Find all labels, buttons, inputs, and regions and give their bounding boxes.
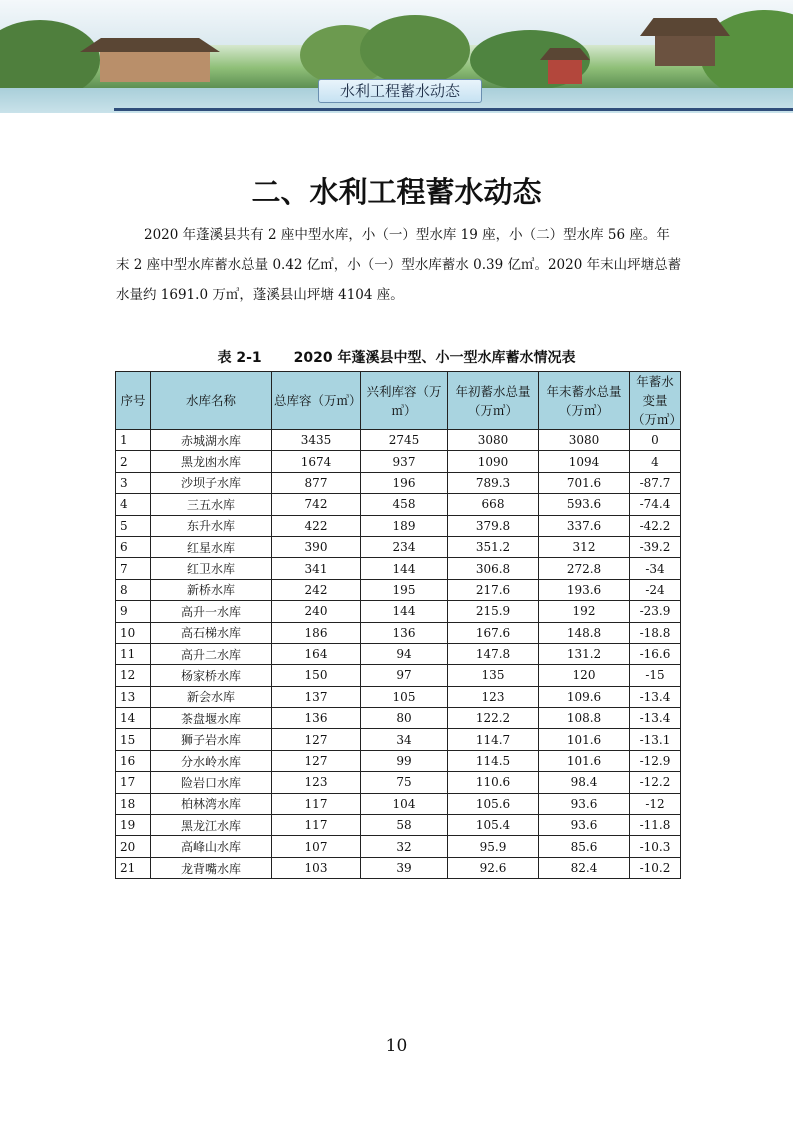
header-no: 序号 <box>116 372 151 430</box>
end-storage: 1094 <box>539 451 630 472</box>
end-storage: 593.6 <box>539 494 630 515</box>
total-capacity: 127 <box>272 750 361 771</box>
end-storage: 101.6 <box>539 729 630 750</box>
pavilion <box>100 52 210 82</box>
storage-change: -87.7 <box>630 472 681 493</box>
storage-change: -24 <box>630 579 681 600</box>
row-no: 13 <box>116 686 151 707</box>
reservoir-name: 杨家桥水库 <box>151 665 272 686</box>
storage-change: -11.8 <box>630 815 681 836</box>
header-end-storage: 年末蓄水总量（万㎥） <box>539 372 630 430</box>
reservoir-name: 新会水库 <box>151 686 272 707</box>
end-storage: 93.6 <box>539 793 630 814</box>
start-storage: 92.6 <box>448 857 539 878</box>
reservoir-name: 赤城湖水库 <box>151 430 272 451</box>
useful-capacity: 58 <box>361 815 448 836</box>
storage-change: 4 <box>630 451 681 472</box>
start-storage: 167.6 <box>448 622 539 643</box>
table-body <box>116 430 681 879</box>
row-no: 14 <box>116 708 151 729</box>
total-capacity: 103 <box>272 857 361 878</box>
reservoir-name: 分水岭水库 <box>151 750 272 771</box>
start-storage: 668 <box>448 494 539 515</box>
row-no: 15 <box>116 729 151 750</box>
table-row <box>116 558 681 579</box>
end-storage: 337.6 <box>539 515 630 536</box>
end-storage: 120 <box>539 665 630 686</box>
table-row <box>116 515 681 536</box>
start-storage: 122.2 <box>448 708 539 729</box>
reservoir-name: 沙坝子水库 <box>151 472 272 493</box>
table-row <box>116 772 681 793</box>
reservoir-name: 高升一水库 <box>151 601 272 622</box>
total-capacity: 150 <box>272 665 361 686</box>
useful-capacity: 80 <box>361 708 448 729</box>
page-number: 10 <box>385 1036 408 1056</box>
table-row <box>116 643 681 664</box>
total-capacity: 127 <box>272 729 361 750</box>
useful-capacity: 104 <box>361 793 448 814</box>
start-storage: 95.9 <box>448 836 539 857</box>
useful-capacity: 34 <box>361 729 448 750</box>
reservoir-name: 高峰山水库 <box>151 836 272 857</box>
header-change: 年蓄水变量（万㎥） <box>630 372 681 430</box>
table-row <box>116 430 681 451</box>
start-storage: 110.6 <box>448 772 539 793</box>
total-capacity: 390 <box>272 536 361 557</box>
reservoir-name: 红卫水库 <box>151 558 272 579</box>
total-capacity: 123 <box>272 772 361 793</box>
storage-change: -34 <box>630 558 681 579</box>
start-storage: 105.4 <box>448 815 539 836</box>
table-row <box>116 708 681 729</box>
useful-capacity: 196 <box>361 472 448 493</box>
storage-change: -12.9 <box>630 750 681 771</box>
end-storage: 82.4 <box>539 857 630 878</box>
row-no: 8 <box>116 579 151 600</box>
useful-capacity: 937 <box>361 451 448 472</box>
table-row <box>116 472 681 493</box>
row-no: 20 <box>116 836 151 857</box>
start-storage: 123 <box>448 686 539 707</box>
row-no: 7 <box>116 558 151 579</box>
row-no: 11 <box>116 643 151 664</box>
end-storage: 108.8 <box>539 708 630 729</box>
reservoir-name: 三五水库 <box>151 494 272 515</box>
header-start-storage: 年初蓄水总量（万㎥） <box>448 372 539 430</box>
total-capacity: 242 <box>272 579 361 600</box>
total-capacity: 1674 <box>272 451 361 472</box>
table-row <box>116 729 681 750</box>
reservoir-name: 龙背嘴水库 <box>151 857 272 878</box>
useful-capacity: 195 <box>361 579 448 600</box>
storage-change: 0 <box>630 430 681 451</box>
start-storage: 789.3 <box>448 472 539 493</box>
useful-capacity: 458 <box>361 494 448 515</box>
storage-change: -23.9 <box>630 601 681 622</box>
table-row <box>116 815 681 836</box>
useful-capacity: 144 <box>361 558 448 579</box>
row-no: 4 <box>116 494 151 515</box>
reservoir-name: 东升水库 <box>151 515 272 536</box>
table-row <box>116 857 681 878</box>
total-capacity: 422 <box>272 515 361 536</box>
end-storage: 3080 <box>539 430 630 451</box>
reservoir-name: 黑龙凼水库 <box>151 451 272 472</box>
end-storage: 98.4 <box>539 772 630 793</box>
total-capacity: 240 <box>272 601 361 622</box>
useful-capacity: 2745 <box>361 430 448 451</box>
storage-change: -15 <box>630 665 681 686</box>
row-no: 6 <box>116 536 151 557</box>
total-capacity: 742 <box>272 494 361 515</box>
useful-capacity: 32 <box>361 836 448 857</box>
storage-change: -18.8 <box>630 622 681 643</box>
row-no: 18 <box>116 793 151 814</box>
start-storage: 114.7 <box>448 729 539 750</box>
storage-change: -10.3 <box>630 836 681 857</box>
end-storage: 85.6 <box>539 836 630 857</box>
table-row <box>116 836 681 857</box>
end-storage: 101.6 <box>539 750 630 771</box>
storage-change: -74.4 <box>630 494 681 515</box>
total-capacity: 164 <box>272 643 361 664</box>
storage-change: -13.1 <box>630 729 681 750</box>
useful-capacity: 189 <box>361 515 448 536</box>
start-storage: 351.2 <box>448 536 539 557</box>
pavilion-roof <box>80 38 220 52</box>
header-name: 水库名称 <box>151 372 272 430</box>
total-capacity: 877 <box>272 472 361 493</box>
row-no: 3 <box>116 472 151 493</box>
useful-capacity: 144 <box>361 601 448 622</box>
reservoir-table <box>115 371 681 879</box>
storage-change: -16.6 <box>630 643 681 664</box>
table-row <box>116 686 681 707</box>
useful-capacity: 99 <box>361 750 448 771</box>
useful-capacity: 75 <box>361 772 448 793</box>
total-capacity: 136 <box>272 708 361 729</box>
table-row <box>116 601 681 622</box>
end-storage: 93.6 <box>539 815 630 836</box>
start-storage: 215.9 <box>448 601 539 622</box>
total-capacity: 3435 <box>272 430 361 451</box>
start-storage: 217.6 <box>448 579 539 600</box>
table-row <box>116 451 681 472</box>
table-row <box>116 622 681 643</box>
end-storage: 131.2 <box>539 643 630 664</box>
reservoir-name: 狮子岩水库 <box>151 729 272 750</box>
row-no: 2 <box>116 451 151 472</box>
start-storage: 147.8 <box>448 643 539 664</box>
pavilion <box>655 36 715 66</box>
section-tab: 水利工程蓄水动态 <box>318 79 482 103</box>
reservoir-name: 新桥水库 <box>151 579 272 600</box>
storage-change: -12.2 <box>630 772 681 793</box>
table-row <box>116 536 681 557</box>
total-capacity: 186 <box>272 622 361 643</box>
start-storage: 306.8 <box>448 558 539 579</box>
useful-capacity: 39 <box>361 857 448 878</box>
table-row <box>116 750 681 771</box>
table-header-row <box>116 372 681 430</box>
start-storage: 1090 <box>448 451 539 472</box>
reservoir-name: 高石梯水库 <box>151 622 272 643</box>
row-no: 21 <box>116 857 151 878</box>
banner-rule <box>114 108 793 111</box>
end-storage: 272.8 <box>539 558 630 579</box>
table-row <box>116 579 681 600</box>
banner-tree <box>360 15 470 85</box>
pavilion-roof <box>640 18 730 36</box>
useful-capacity: 105 <box>361 686 448 707</box>
page-title: 二、水利工程蓄水动态 <box>251 175 542 209</box>
row-no: 16 <box>116 750 151 771</box>
reservoir-name: 险岩口水库 <box>151 772 272 793</box>
end-storage: 109.6 <box>539 686 630 707</box>
row-no: 12 <box>116 665 151 686</box>
storage-change: -13.4 <box>630 708 681 729</box>
reservoir-name: 黑龙江水库 <box>151 815 272 836</box>
end-storage: 193.6 <box>539 579 630 600</box>
table-number: 表 2-1 <box>217 350 262 366</box>
reservoir-name: 柏林湾水库 <box>151 793 272 814</box>
useful-capacity: 97 <box>361 665 448 686</box>
row-no: 19 <box>116 815 151 836</box>
end-storage: 192 <box>539 601 630 622</box>
storage-change: -10.2 <box>630 857 681 878</box>
total-capacity: 107 <box>272 836 361 857</box>
reservoir-name: 高升二水库 <box>151 643 272 664</box>
pavilion <box>548 60 582 84</box>
row-no: 17 <box>116 772 151 793</box>
start-storage: 114.5 <box>448 750 539 771</box>
table-row <box>116 665 681 686</box>
start-storage: 135 <box>448 665 539 686</box>
row-no: 5 <box>116 515 151 536</box>
start-storage: 105.6 <box>448 793 539 814</box>
useful-capacity: 94 <box>361 643 448 664</box>
storage-change: -39.2 <box>630 536 681 557</box>
total-capacity: 117 <box>272 815 361 836</box>
reservoir-name: 茶盘堰水库 <box>151 708 272 729</box>
header-banner <box>0 0 793 113</box>
table-row <box>116 494 681 515</box>
row-no: 10 <box>116 622 151 643</box>
start-storage: 3080 <box>448 430 539 451</box>
header-total-capacity: 总库容（万㎥） <box>272 372 361 430</box>
storage-change: -12 <box>630 793 681 814</box>
end-storage: 701.6 <box>539 472 630 493</box>
start-storage: 379.8 <box>448 515 539 536</box>
storage-change: -42.2 <box>630 515 681 536</box>
total-capacity: 341 <box>272 558 361 579</box>
useful-capacity: 136 <box>361 622 448 643</box>
reservoir-name: 红星水库 <box>151 536 272 557</box>
intro-paragraph: 2020 年蓬溪县共有 2 座中型水库，小（一）型水库 19 座，小（二）型水库 56 座。年末 2 座中型水库蓄水总量 0.42 亿㎥，小（一）型水库蓄水 0.39 亿㎥。2020 年末山坪塘总蓄水量约 1691.0 万㎥，蓬溪县山坪塘 4104 座。 <box>116 227 682 303</box>
total-capacity: 137 <box>272 686 361 707</box>
end-storage: 312 <box>539 536 630 557</box>
useful-capacity: 234 <box>361 536 448 557</box>
storage-change: -13.4 <box>630 686 681 707</box>
row-no: 9 <box>116 601 151 622</box>
table-caption <box>0 347 793 367</box>
row-no: 1 <box>116 430 151 451</box>
total-capacity: 117 <box>272 793 361 814</box>
table-row <box>116 793 681 814</box>
table-title: 2020 年蓬溪县中型、小一型水库蓄水情况表 <box>293 350 576 366</box>
header-useful-capacity: 兴利库容（万㎥） <box>361 372 448 430</box>
end-storage: 148.8 <box>539 622 630 643</box>
